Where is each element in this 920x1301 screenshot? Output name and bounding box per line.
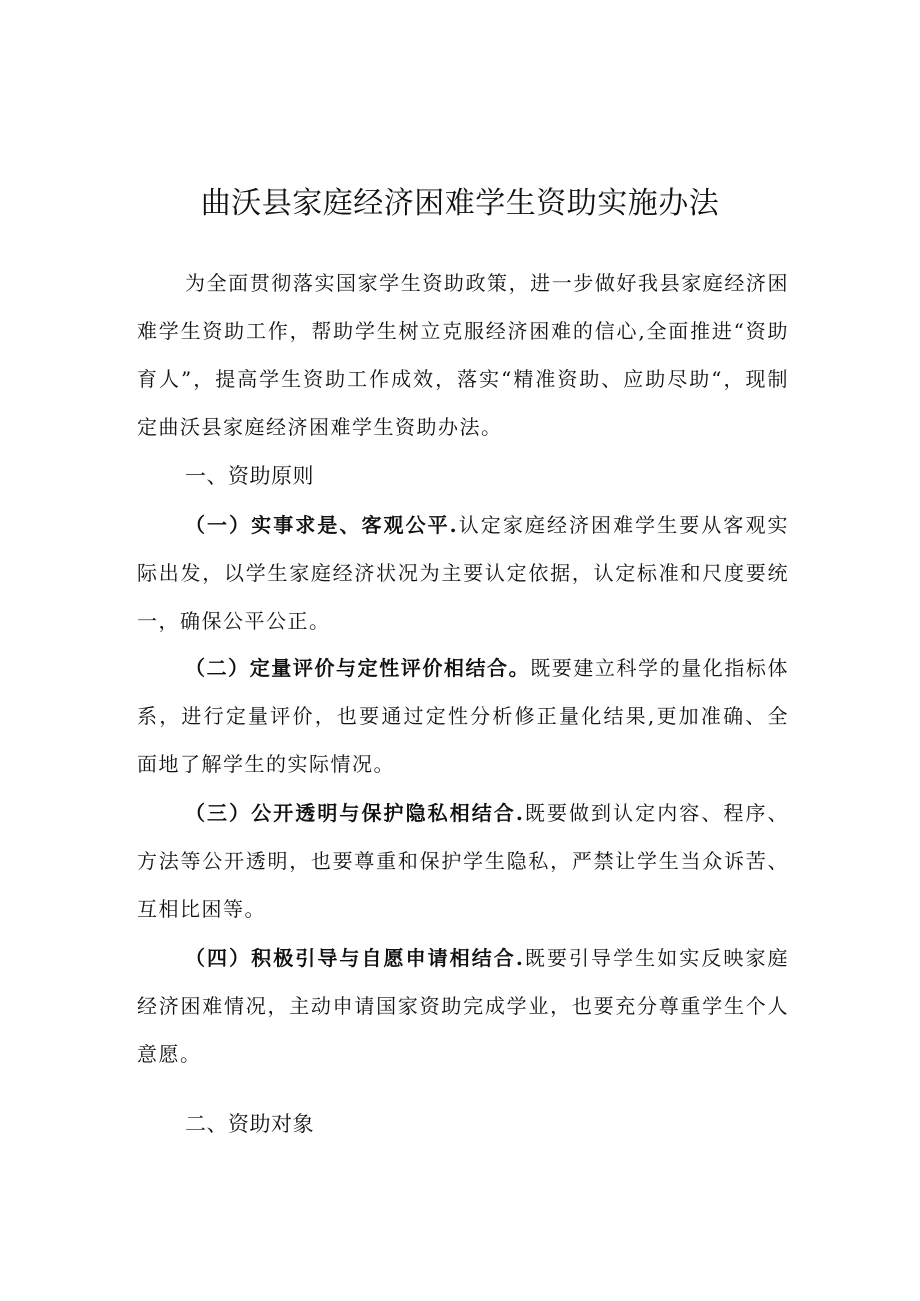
principle-text-3: 既要做到认定内容、程序、方法等公开透明，也要尊重和保护学生隐私，严禁让学生当众诉苦、互相比困等。	[137, 801, 790, 921]
principle-lead-4: （四）积极引导与自愿申请相结合.	[185, 946, 525, 970]
intro-paragraph: 为全面贯彻落实国家学生资助政策，进一步做好我县家庭经济困难学生资助工作，帮助学生树立克服经济困难的信心,全面推进“资助育人”，提高学生资助工作成效，落实“精准资助、应助尽助“，现制定曲沃县家庭经济困难学生资助办法。	[137, 271, 789, 439]
principle-lead-1: （一）实事求是、客观公平.	[185, 513, 459, 537]
section-heading-principles: 一、资助原则	[185, 464, 314, 488]
principle-paragraph-4	[137, 934, 789, 1078]
principle-paragraph-2	[137, 644, 789, 788]
principle-text-2: 既要建立科学的量化指标体系，进行定量评价，也要通过定性分析修正量化结果,更加准确、全面地了解学生的实际情况。	[137, 656, 790, 776]
principle-paragraph-1	[137, 501, 789, 645]
document-title: 曲沃县家庭经济困难学生资助实施办法	[200, 186, 720, 221]
principle-text-4: 既要引导学生如实反映家庭经济困难情况，主动申请国家资助完成学业，也要充分尊重学生个人意愿。	[137, 946, 790, 1066]
section-heading-targets: 二、资助对象	[185, 1112, 314, 1136]
principle-lead-2: （二）定量评价与定性评价相结合。	[185, 656, 531, 680]
principle-text-1: 认定家庭经济困难学生要从客观实际出发，以学生家庭经济状况为主要认定依据，认定标准和尺度要统一，确保公平公正。	[137, 513, 790, 633]
principle-paragraph-3	[137, 789, 789, 933]
principle-lead-3: （三）公开透明与保护隐私相结合.	[185, 801, 525, 825]
